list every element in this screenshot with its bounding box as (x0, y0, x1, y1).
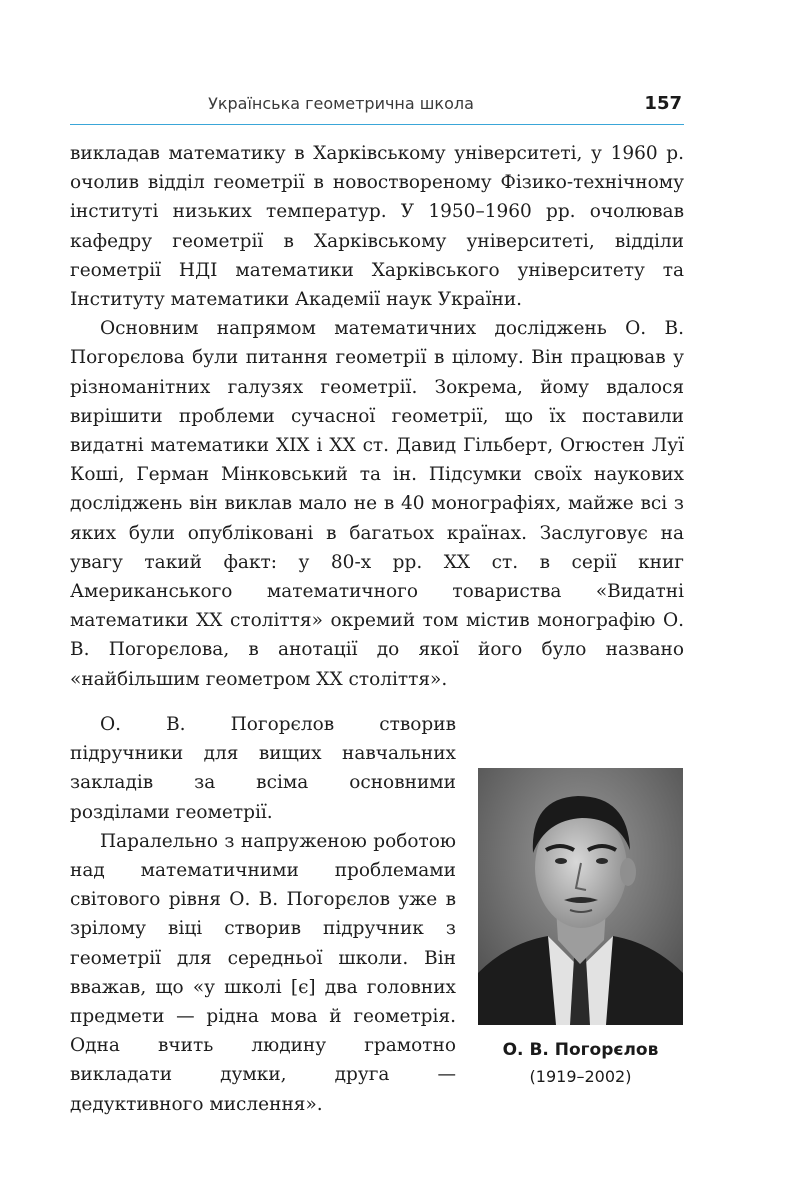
caption-years: (1919–2002) (529, 1067, 632, 1086)
paragraph-1: викладав математику в Харківському університеті, у 1960 р. очолив відділ геометрії в новоствореному Фізико-технічному інституті низьких температур. У 1950–1960 рр. очолював кафедру геометрії в Харківському університеті, відділи геометрії НДІ математики Харківського університету та Інституту математики Академії наук України. (70, 143, 684, 311)
running-title: Українська геометрична школа (208, 94, 474, 113)
caption-name: О. В. Погорєлов (502, 1040, 659, 1060)
paragraph-3: О. В. Погорєлов створив підручники для вищих навчальних закладів за всіма основними розділами геометрії. (70, 714, 456, 823)
page-number: 157 (644, 93, 682, 114)
main-text (70, 139, 684, 694)
paragraph-4: Паралельно з напруженою роботою над математичними проблемами світового рівня О. В. Погорєлов уже в зрілому віці створив підручник з геометрії для середньої школи. Він вважав, що «у школі [є] два головних предмети — рідна мова й геометрія. Одна вчить людину грамотно викладати думки, друга — дедуктивного мислення». (70, 830, 456, 1115)
side-text (70, 710, 456, 1119)
portrait-illustration (478, 768, 683, 1025)
paragraph-2: Основним напрямом математичних досліджень О. В. Погорєлова були питання геометрії в цілому. Він працював у різноманітних галузях геометрії. Зокрема, йому вдалося вирішити проблеми сучасної геометрії, що їх поставили видатні математики XIX і XX ст. Давид Гільберт, Огюстен Луї Коші, Герман Мінковський та ін. Підсумки своїх наукових досліджень він виклав мало не в 40 монографіях, майже всі з яких були опубліковані в багатьох країнах. Заслуговує на увагу такий факт: у 80-х рр. XX ст. в серії книг Американського математичного товариства «Видатні математики XX століття» окремий том містив монографію О. В. Погорєлова, в анотації до якої його було названо «найбільшим геометром XX століття». (70, 318, 684, 690)
portrait-photo (478, 768, 683, 1025)
running-header (70, 94, 684, 125)
